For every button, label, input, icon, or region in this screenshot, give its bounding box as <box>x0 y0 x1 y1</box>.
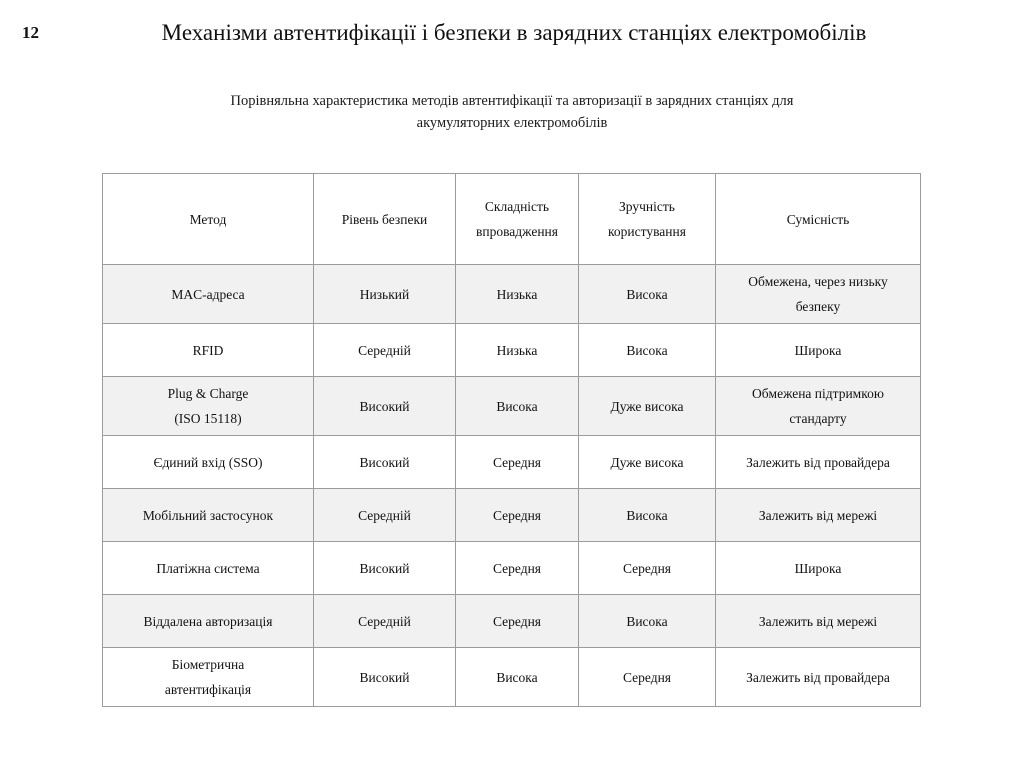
table-caption-line-1: Порівняльна характеристика методів автентифікації та авторизації в зарядних станціях для <box>230 93 794 109</box>
cell-usability: Середня <box>579 542 716 595</box>
cell-method-line-2: автентифікація <box>164 682 252 697</box>
cell-compatibility-line-1: Широка <box>794 560 842 576</box>
cell-implementation-complexity: Висока <box>456 648 579 707</box>
cell-implementation-complexity: Низька <box>456 324 579 377</box>
column-header-security-level-line-1: Рівень безпеки <box>341 211 428 227</box>
cell-usability: Висока <box>579 265 716 324</box>
page-title: Механізми автентифікації і безпеки в зарядних станціях електромобілів <box>161 20 867 45</box>
table-row <box>103 377 921 436</box>
cell-compatibility-line-1: Залежить від провайдера <box>746 669 890 685</box>
cell-method <box>103 489 314 542</box>
comparison-table <box>102 173 921 707</box>
table-row <box>103 436 921 489</box>
cell-compatibility <box>716 489 921 542</box>
column-header-implementation-complexity-line-2: впровадження <box>476 224 558 239</box>
cell-method-line-1: MAC-адреса <box>171 286 245 302</box>
cell-method <box>103 377 314 436</box>
cell-method-line-1: RFID <box>192 342 224 358</box>
table-row <box>103 265 921 324</box>
cell-method-line-1: Єдиний вхід (SSO) <box>153 454 263 470</box>
cell-security-level: Середній <box>314 324 456 377</box>
column-header-compatibility <box>716 174 921 265</box>
cell-compatibility <box>716 542 921 595</box>
table-caption-line-2: акумуляторних електромобілів <box>416 115 608 131</box>
cell-compatibility <box>716 377 921 436</box>
cell-security-level: Високий <box>314 436 456 489</box>
cell-method-line-1: Plug & Charge <box>167 386 249 401</box>
table-row <box>103 595 921 648</box>
cell-usability: Дуже висока <box>579 377 716 436</box>
column-header-usability <box>579 174 716 265</box>
cell-method <box>103 265 314 324</box>
table-row <box>103 324 921 377</box>
cell-compatibility-line-1: Обмежена підтримкою <box>752 386 884 401</box>
cell-usability: Висока <box>579 595 716 648</box>
cell-method <box>103 595 314 648</box>
cell-compatibility-line-1: Обмежена, через низьку <box>748 274 888 289</box>
cell-method-line-1: Віддалена авторизація <box>143 613 273 629</box>
cell-implementation-complexity: Середня <box>456 489 579 542</box>
cell-compatibility <box>716 648 921 707</box>
column-header-implementation-complexity <box>456 174 579 265</box>
cell-compatibility <box>716 324 921 377</box>
table-header <box>103 174 921 265</box>
cell-method <box>103 542 314 595</box>
cell-security-level: Середній <box>314 595 456 648</box>
cell-compatibility <box>716 595 921 648</box>
column-header-method <box>103 174 314 265</box>
cell-security-level: Високий <box>314 542 456 595</box>
table-header-row <box>103 174 921 265</box>
table-row <box>103 489 921 542</box>
cell-compatibility-line-1: Залежить від провайдера <box>746 454 890 470</box>
cell-compatibility <box>716 436 921 489</box>
cell-method-line-1: Платіжна система <box>156 560 260 576</box>
cell-compatibility-line-1: Широка <box>794 342 842 358</box>
column-header-usability-line-1: Зручність <box>619 199 675 214</box>
column-header-method-line-1: Метод <box>189 211 227 227</box>
cell-implementation-complexity: Середня <box>456 436 579 489</box>
table-row <box>103 542 921 595</box>
cell-usability: Висока <box>579 324 716 377</box>
column-header-implementation-complexity-line-1: Складність <box>484 199 550 214</box>
cell-security-level: Середній <box>314 489 456 542</box>
cell-compatibility-line-1: Залежить від мережі <box>758 613 878 629</box>
cell-implementation-complexity: Середня <box>456 542 579 595</box>
cell-security-level: Низький <box>314 265 456 324</box>
cell-security-level: Високий <box>314 648 456 707</box>
cell-method <box>103 324 314 377</box>
cell-implementation-complexity: Низька <box>456 265 579 324</box>
column-header-usability-line-2: користування <box>608 224 686 239</box>
column-header-compatibility-line-1: Сумісність <box>786 211 850 227</box>
cell-implementation-complexity: Середня <box>456 595 579 648</box>
cell-compatibility-line-2: стандарту <box>789 411 847 426</box>
cell-method-line-1: Біометрична <box>171 657 245 672</box>
cell-compatibility-line-2: безпеку <box>795 299 841 314</box>
cell-method <box>103 648 314 707</box>
cell-implementation-complexity: Висока <box>456 377 579 436</box>
cell-usability: Дуже висока <box>579 436 716 489</box>
cell-compatibility-line-1: Залежить від мережі <box>758 507 878 523</box>
cell-method-line-2: (ISO 15118) <box>174 411 242 426</box>
cell-method-line-1: Мобільний застосунок <box>142 507 274 523</box>
cell-method <box>103 436 314 489</box>
cell-security-level: Високий <box>314 377 456 436</box>
cell-compatibility <box>716 265 921 324</box>
table-row <box>103 648 921 707</box>
slide-number: 12 <box>22 23 39 42</box>
cell-usability: Висока <box>579 489 716 542</box>
table-body <box>103 265 921 707</box>
cell-usability: Середня <box>579 648 716 707</box>
column-header-security-level <box>314 174 456 265</box>
slide-header <box>0 18 1024 52</box>
comparison-table-container <box>102 173 920 707</box>
table-caption <box>112 90 912 134</box>
